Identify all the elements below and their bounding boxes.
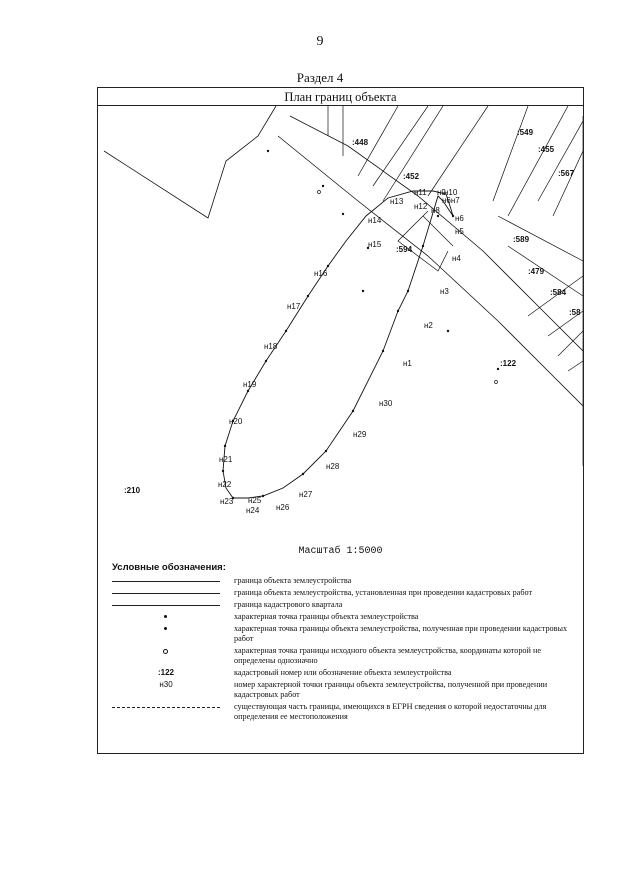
legend-text: граница кадастрового квартала [234, 600, 343, 609]
legend-text: граница объекта землеустройства, установленная при проведении кадастровых работ [234, 588, 533, 597]
point-label: н6н7 [442, 196, 460, 205]
uncertain-point [495, 381, 498, 384]
point-label: н15 [368, 240, 382, 249]
parcel-label: :455 [538, 145, 555, 154]
point-label: н25 [248, 496, 262, 505]
plan-frame [97, 87, 584, 754]
legend-symbol-text: н30 [159, 680, 173, 689]
point-label: н14 [368, 216, 382, 225]
map-scale: Масштаб 1:5000 [298, 546, 383, 557]
legend-symbol-dot [112, 612, 220, 622]
point-label: н5 [455, 227, 464, 236]
plan-title: План границ объекта [98, 88, 583, 106]
parcel-label: :589 [513, 235, 530, 244]
legend-text: номер характерной точки границы объекта землеустройства, полученной при проведении кадастровых работ [234, 680, 548, 699]
point-label: н4 [452, 254, 461, 263]
boundary-map [98, 106, 583, 546]
point-label: н20 [229, 417, 243, 426]
legend-item [112, 646, 580, 666]
point-label: н11 [414, 188, 427, 197]
section-title: Раздел 4 [296, 70, 344, 85]
parcel-label: :122 [500, 359, 517, 368]
point-label: н26 [276, 503, 290, 512]
boundary-line-left [104, 106, 276, 218]
page-number: 9 [316, 34, 324, 49]
parcel-label: :210 [124, 486, 141, 495]
legend-item [112, 680, 580, 700]
parcel-label: :58 [569, 308, 581, 317]
legend-item [112, 576, 580, 586]
legend-symbol-line [112, 576, 220, 586]
legend [112, 576, 580, 724]
parcel-label: :567 [558, 169, 575, 178]
point-label: н21 [219, 455, 233, 464]
point-label: н28 [326, 462, 340, 471]
uncertain-point [318, 191, 321, 194]
legend-text: характерная точка границы объекта землеустройства [234, 612, 419, 621]
point-label: н8 [431, 206, 440, 215]
point-label: н9 [437, 188, 446, 197]
point-label: н23 [220, 497, 234, 506]
legend-item [112, 600, 580, 610]
legend-symbol-dot [112, 624, 220, 634]
legend-item [112, 668, 580, 678]
legend-symbol-line [112, 600, 220, 610]
point-label: н13 [390, 197, 404, 206]
parcel-label: :584 [550, 288, 567, 297]
point-label: н12 [414, 202, 428, 211]
point-label: н1 [403, 359, 412, 368]
point-label: н3 [440, 287, 449, 296]
parcel-label: :594 [396, 245, 413, 254]
legend-symbol-text: :122 [157, 668, 174, 677]
point-label: н16 [314, 269, 328, 278]
legend-text: характерная точка границы объекта землеустройства, полученная при проведении кадастровых работ [234, 624, 568, 643]
parcel-label: :448 [352, 138, 369, 147]
point-label: н24 [246, 506, 260, 515]
point-label: н6 [455, 214, 464, 223]
point-label: н22 [218, 480, 232, 489]
point-label: н10 [444, 188, 458, 197]
legend-symbol-dash [112, 702, 220, 712]
point-label: н19 [243, 380, 257, 389]
parcel-label: :549 [517, 128, 534, 137]
point-label: н29 [353, 430, 367, 439]
legend-symbol-circle [112, 646, 220, 656]
point-label: н17 [287, 302, 301, 311]
legend-text: характерная точка границы исходного объекта землеустройства, координаты которой не определены однозначно [234, 646, 541, 665]
legend-title: Условные обозначения: [112, 562, 226, 573]
parcel-label: :452 [403, 172, 420, 181]
point-label: н30 [379, 399, 393, 408]
object-boundary [223, 191, 453, 498]
legend-item [112, 702, 580, 722]
legend-text: кадастровый номер или обозначение объекта землеустройства [234, 668, 452, 677]
legend-item [112, 624, 580, 644]
point-label: н27 [299, 490, 313, 499]
point-label: н2 [424, 321, 433, 330]
legend-item [112, 588, 580, 598]
parcel-label: :479 [528, 267, 545, 276]
point-label: н18 [264, 342, 278, 351]
legend-item [112, 612, 580, 622]
legend-text: граница объекта землеустройства [234, 576, 352, 585]
legend-text: существующая часть границы, имеющихся в ЕГРН сведения о которой недостаточны для определения ее местоположения [234, 702, 547, 721]
legend-symbol-line [112, 588, 220, 598]
